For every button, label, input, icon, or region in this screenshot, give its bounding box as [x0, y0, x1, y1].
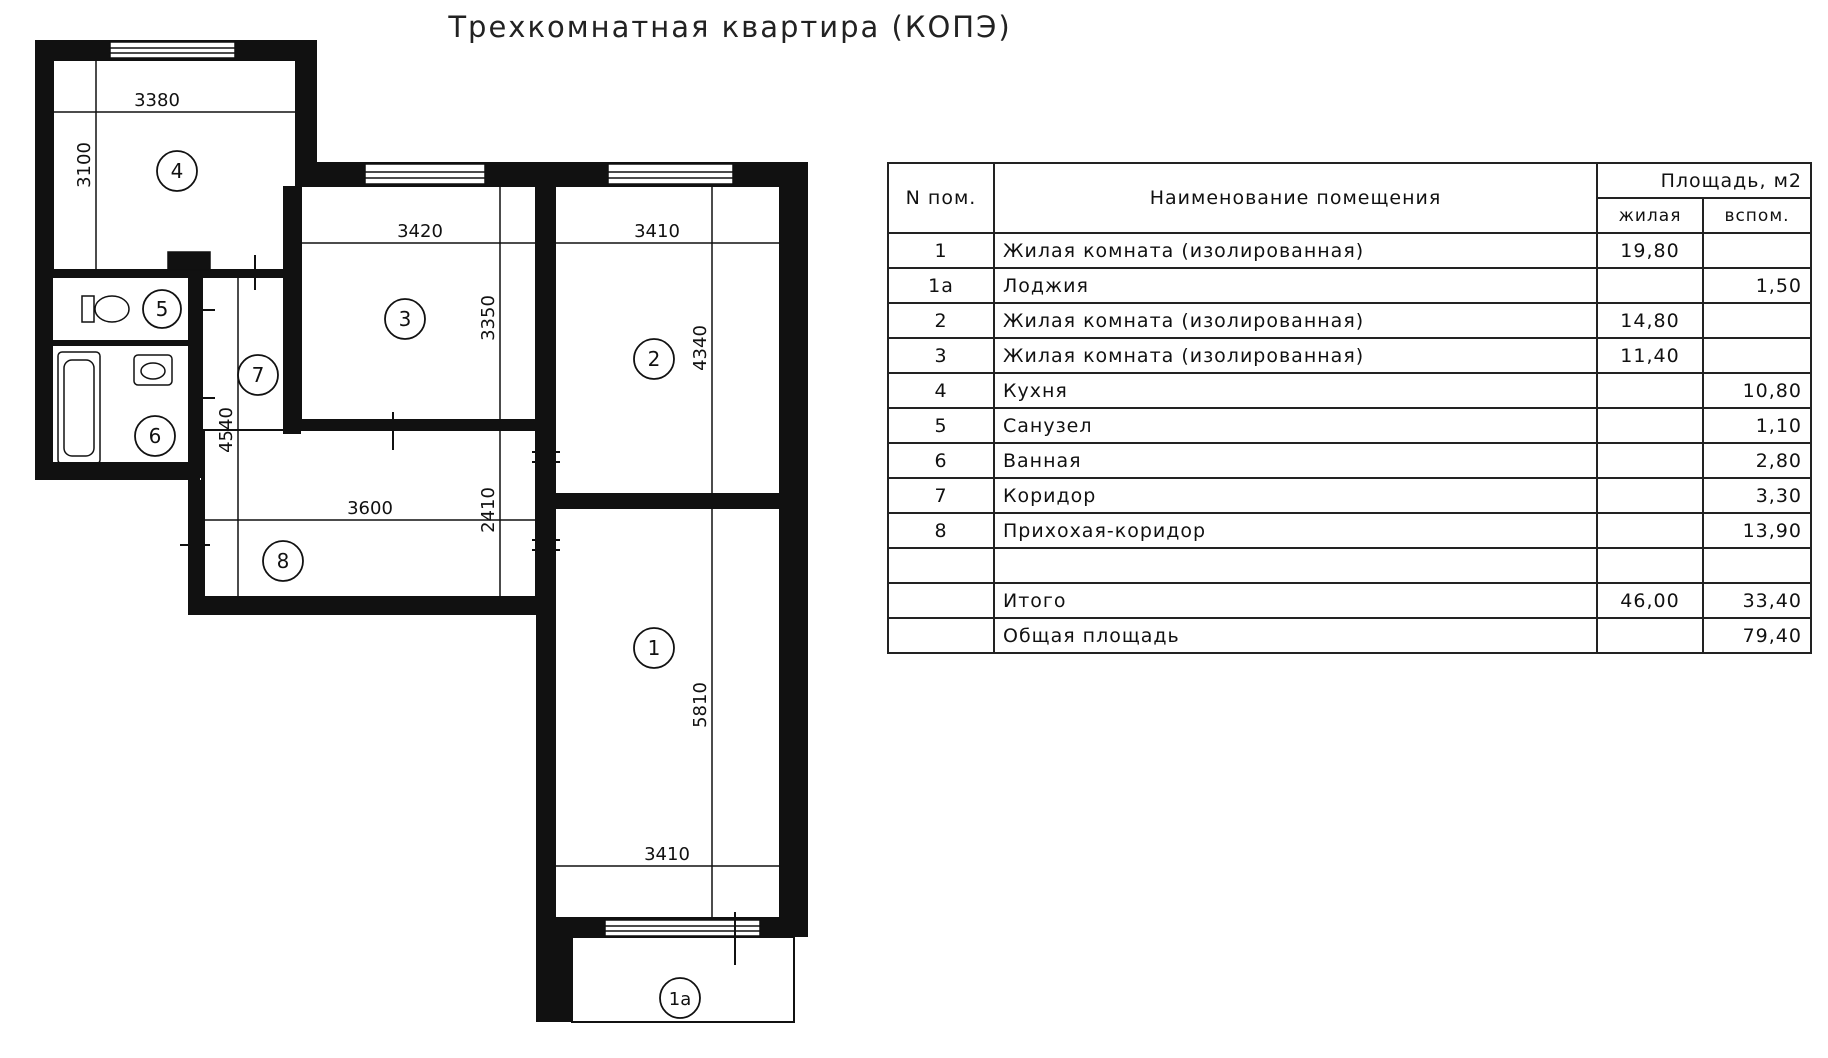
dim-room2-width: 3410: [634, 221, 680, 242]
header-living: жилая: [1597, 198, 1703, 233]
cell-num: 4: [888, 373, 994, 408]
cell-num: [888, 583, 994, 618]
table-row: [888, 233, 1811, 268]
wall-between-2-1: [555, 494, 780, 508]
window-room2: [608, 164, 733, 184]
cell-living: [1597, 408, 1703, 443]
cell-num: [888, 548, 994, 583]
cell-num: 1: [888, 233, 994, 268]
stove-icon: [168, 252, 210, 270]
table-row: [888, 268, 1811, 303]
room-label-5: 5: [155, 297, 169, 321]
cell-aux: 1,50: [1703, 268, 1811, 303]
cell-aux: [1703, 548, 1811, 583]
cell-aux: [1703, 303, 1811, 338]
room-label-2: 2: [647, 347, 661, 371]
cell-num: 6: [888, 443, 994, 478]
cell-name: Кухня: [994, 373, 1597, 408]
cell-living: [1597, 478, 1703, 513]
wall-kitchen-bath: [53, 270, 283, 278]
wall-wc-bath: [53, 340, 188, 346]
cell-num: 5: [888, 408, 994, 443]
cell-name: Прихохая-коридор: [994, 513, 1597, 548]
header-aux: вспом.: [1703, 198, 1811, 233]
room-label-3: 3: [398, 307, 412, 331]
cell-num: [888, 618, 994, 653]
cell-living: [1597, 548, 1703, 583]
wall-hall-bottom: [188, 597, 543, 615]
table-row: [888, 443, 1811, 478]
table-row: [888, 303, 1811, 338]
cell-name: Лоджия: [994, 268, 1597, 303]
wall-between-3-2: [536, 162, 555, 1022]
dim-room2-depth: 4340: [690, 325, 711, 371]
cell-name: Жилая комната (изолированная): [994, 303, 1597, 338]
dimension-lines: [53, 60, 780, 918]
cell-name: Общая площадь: [994, 618, 1597, 653]
dim-room8-depth: 2410: [478, 487, 499, 533]
cell-name: Итого: [994, 583, 1597, 618]
fixtures: [58, 252, 210, 464]
dim-room4-width: 3380: [134, 90, 180, 111]
wall-kitchen-right-outer: [296, 40, 317, 165]
room-label-4: 4: [170, 159, 184, 183]
room-label-7: 7: [251, 363, 265, 387]
cell-name: [994, 548, 1597, 583]
cell-name: Санузел: [994, 408, 1597, 443]
room-label-texts: [149, 159, 692, 1010]
cell-num: 7: [888, 478, 994, 513]
page-title: Трехкомнатная квартира (КОПЭ): [448, 10, 1012, 44]
sink-icon: [134, 355, 172, 385]
table-row: [888, 408, 1811, 443]
room-area-table: [887, 162, 1812, 654]
dim-room3-width: 3420: [397, 221, 443, 242]
cell-living: [1597, 443, 1703, 478]
wall-loggia-left: [536, 937, 572, 1022]
dim-room8-width: 3600: [347, 498, 393, 519]
room-labels: [135, 151, 700, 1018]
cell-living: [1597, 373, 1703, 408]
wall-bath-right: [188, 278, 202, 478]
room-label-6: 6: [148, 424, 162, 448]
walls: [35, 40, 808, 1022]
cell-aux: [1703, 338, 1811, 373]
cell-name: Жилая комната (изолированная): [994, 233, 1597, 268]
dim-room4-depth: 3100: [74, 142, 95, 188]
table-header-row: [888, 163, 1811, 198]
dim-room3-depth: 3350: [478, 295, 499, 341]
cell-aux: 2,80: [1703, 443, 1811, 478]
window-room1: [605, 920, 760, 936]
header-name: Наименование помещения: [994, 163, 1597, 233]
cell-name: Жилая комната (изолированная): [994, 338, 1597, 373]
room-label-1a: 1a: [668, 989, 692, 1010]
wall-room3-left: [283, 186, 301, 434]
cell-aux: 13,90: [1703, 513, 1811, 548]
dim-room1-depth: 5810: [690, 682, 711, 728]
cell-name: Ванная: [994, 443, 1597, 478]
cell-living: 14,80: [1597, 303, 1703, 338]
room-label-1: 1: [647, 636, 661, 660]
cell-num: 3: [888, 338, 994, 373]
wall-bath-bottom: [35, 462, 200, 480]
cell-living: 46,00: [1597, 583, 1703, 618]
room-label-8: 8: [276, 549, 290, 573]
header-num: N пом.: [888, 163, 994, 233]
header-area: Площадь, м2: [1597, 163, 1811, 198]
cell-num: 1a: [888, 268, 994, 303]
wall-kitchen-left: [35, 40, 53, 480]
cell-num: 8: [888, 513, 994, 548]
cell-living: [1597, 513, 1703, 548]
dim-room7-length: 4540: [216, 407, 237, 453]
cell-name: Коридор: [994, 478, 1597, 513]
floor-plan: [0, 0, 860, 1058]
cell-aux: 1,10: [1703, 408, 1811, 443]
bathtub-inner: [64, 360, 94, 456]
windows: [110, 42, 760, 936]
cell-aux: 10,80: [1703, 373, 1811, 408]
window-kitchen: [110, 42, 235, 58]
cell-living: [1597, 268, 1703, 303]
toilet-tank: [82, 296, 94, 322]
sink-bowl: [141, 363, 165, 379]
wall-right: [780, 162, 808, 937]
table-row: [888, 373, 1811, 408]
table-row-total-area: [888, 618, 1811, 653]
cell-aux: 79,40: [1703, 618, 1811, 653]
cell-living: 19,80: [1597, 233, 1703, 268]
table-row-total: [888, 583, 1811, 618]
cell-aux: 33,40: [1703, 583, 1811, 618]
table-row: [888, 513, 1811, 548]
room-outlines: [53, 60, 794, 1022]
cell-num: 2: [888, 303, 994, 338]
dim-room1-width: 3410: [644, 844, 690, 865]
table-row: [888, 548, 1811, 583]
window-room3: [365, 164, 485, 184]
table-row: [888, 478, 1811, 513]
cell-living: 11,40: [1597, 338, 1703, 373]
cell-aux: [1703, 233, 1811, 268]
cell-aux: 3,30: [1703, 478, 1811, 513]
wall-room3-bottom: [290, 420, 536, 430]
cell-living: [1597, 618, 1703, 653]
table-row: [888, 338, 1811, 373]
toilet-icon: [95, 296, 129, 322]
